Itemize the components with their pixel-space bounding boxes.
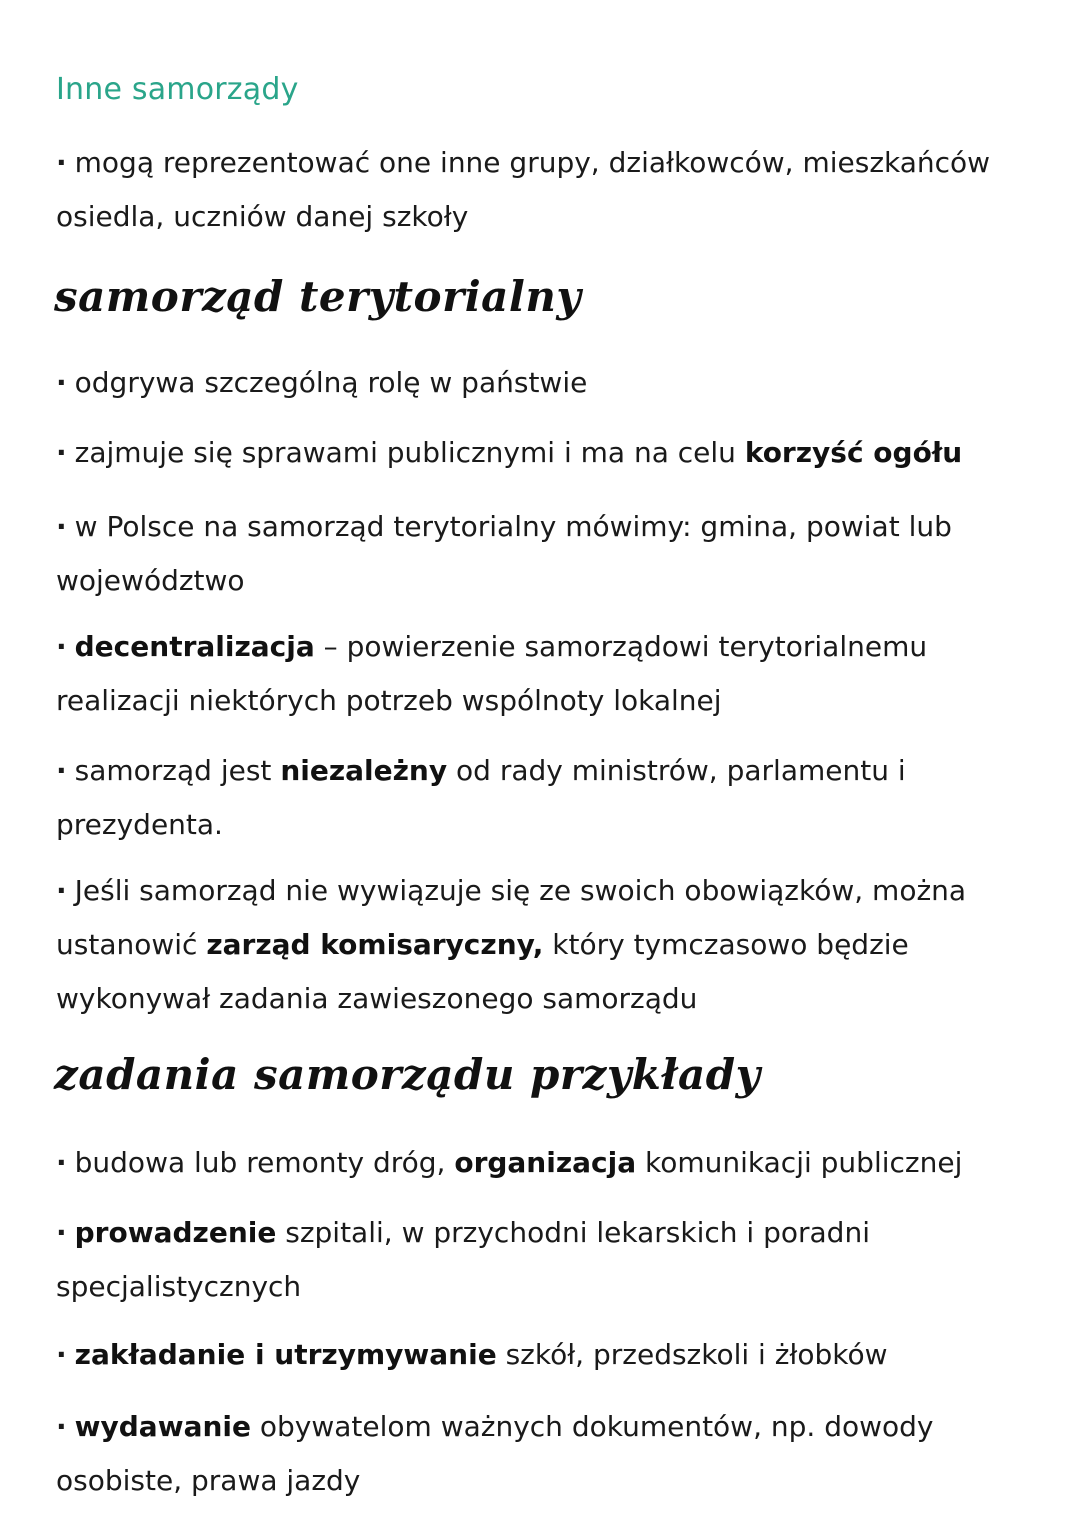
bullet-icon: · bbox=[56, 436, 67, 469]
bullet-icon: · bbox=[56, 754, 67, 787]
list-item: · zakładanie i utrzymywanie szkół, przedszkoli i żłobków bbox=[56, 1328, 1026, 1382]
list-item: · decentralizacja – powierzenie samorządowi terytorialnemu realizacji niektórych potrzeb wspólnoty lokalnej bbox=[56, 620, 1026, 728]
bullet-icon: · bbox=[56, 1216, 67, 1249]
list-item: · w Polsce na samorząd terytorialny mówimy: gmina, powiat lub województwo bbox=[56, 500, 1026, 608]
bullet-icon: · bbox=[56, 510, 67, 543]
list-item: · Jeśli samorząd nie wywiązuje się ze swoich obowiązków, można ustanowić zarząd komisaryczny, który tymczasowo będzie wykonywał zadania zawieszonego samorządu bbox=[56, 864, 1026, 1026]
bullet-icon: · bbox=[56, 1410, 67, 1443]
list-item: · budowa lub remonty dróg, organizacja komunikacji publicznej bbox=[56, 1136, 1026, 1190]
list-item: · wydawanie obywatelom ważnych dokumentów, np. dowody osobiste, prawa jazdy bbox=[56, 1400, 1026, 1508]
heading-inne-samorzady: Inne samorządy bbox=[56, 72, 299, 107]
heading-samorzad-terytorialny: samorząd terytorialny bbox=[54, 272, 582, 321]
bullet-icon: · bbox=[56, 1338, 67, 1371]
heading-zadania-samorzadu: zadania samorządu przykłady bbox=[54, 1050, 761, 1099]
bullet-icon: · bbox=[56, 630, 67, 663]
bullet-icon: · bbox=[56, 146, 67, 179]
bullet-icon: · bbox=[56, 366, 67, 399]
list-item: · odgrywa szczególną rolę w państwie bbox=[56, 356, 1026, 410]
bullet-icon: · bbox=[56, 874, 67, 907]
list-item: · prowadzenie szpitali, w przychodni lekarskich i poradni specjalistycznych bbox=[56, 1206, 1026, 1314]
list-item: · zajmuje się sprawami publicznymi i ma na celu korzyść ogółu bbox=[56, 426, 1026, 480]
bullet-icon: · bbox=[56, 1146, 67, 1179]
list-item: · samorząd jest niezależny od rady ministrów, parlamentu i prezydenta. bbox=[56, 744, 1026, 852]
list-item: · mogą reprezentować one inne grupy, działkowców, mieszkańców osiedla, uczniów danej szkoły bbox=[56, 136, 1026, 244]
